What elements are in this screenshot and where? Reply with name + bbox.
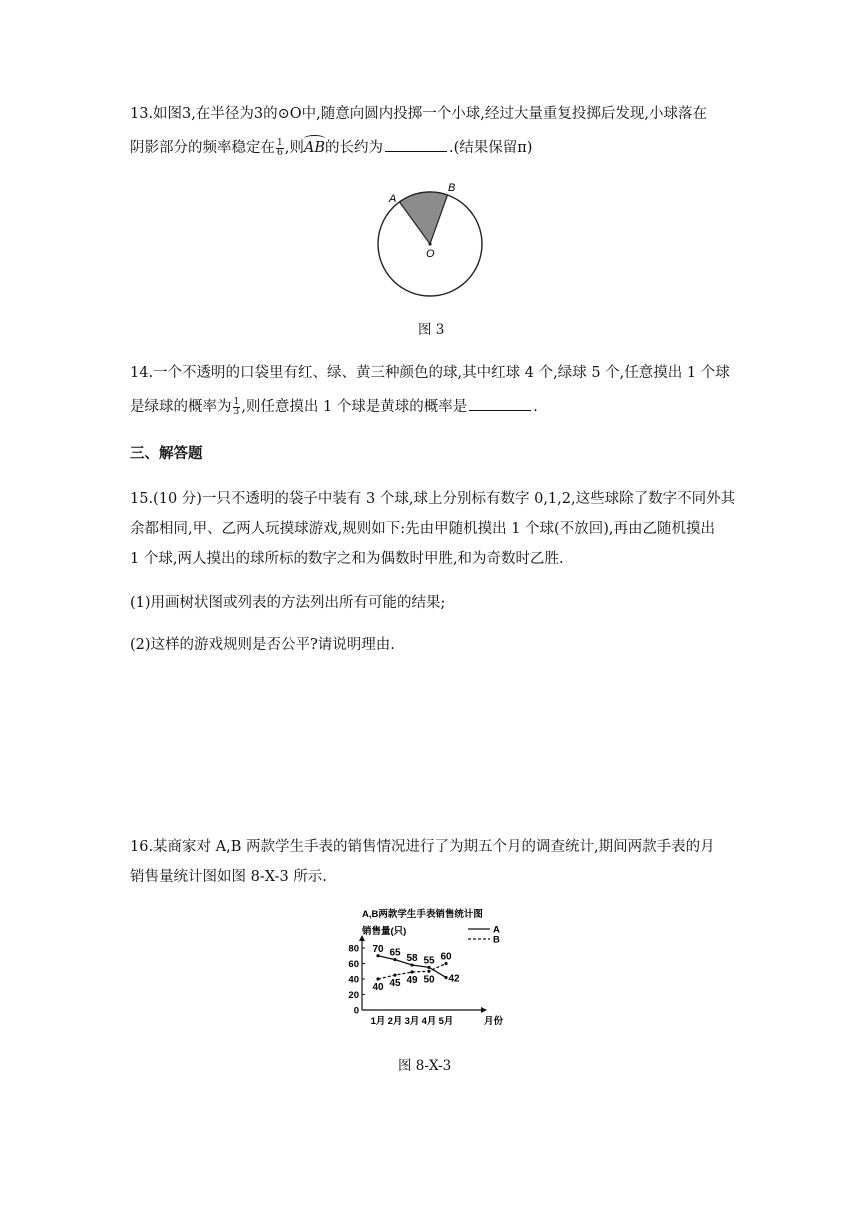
- y-tick-label: 20: [348, 990, 359, 1001]
- q15-line1: 15.(10 分)一只不透明的袋子中装有 3 个球,球上分别标有数字 0,1,2,这些球除了数字不同外其: [130, 491, 736, 507]
- q14-line2-post: ,则任意摸出 1 个球是黄球的概率是: [241, 399, 468, 415]
- data-point-A: [444, 976, 447, 979]
- q14-line2-pre: 是绿球的概率为: [130, 399, 232, 415]
- chart-title: A,B两款学生手表销售统计图: [362, 909, 483, 920]
- q14-line1: 14.一个不透明的口袋里有红、绿、黄三种颜色的球,其中红球 4 个,绿球 5 个,任意摸出 1 个球: [130, 365, 730, 381]
- q13-line2-pre: 阴影部分的频率稳定在: [130, 140, 275, 156]
- q14-answer-blank[interactable]: [469, 398, 531, 411]
- x-tick-label: 4月: [421, 1016, 437, 1027]
- label-b: B: [448, 182, 456, 194]
- sales-line-chart: [338, 906, 518, 1030]
- data-label-A: 70: [372, 943, 384, 955]
- q15-part1: (1)用画树状图或列表的方法列出所有可能的结果;: [130, 595, 446, 611]
- section-heading: 三、解答题: [130, 445, 203, 462]
- x-axis-arrow: [481, 1007, 487, 1013]
- arc-ab-label: AB: [303, 140, 325, 156]
- q14-frac-den: 3: [233, 406, 240, 417]
- q13-frac-num: 1: [277, 137, 283, 148]
- circle-figure: [370, 178, 490, 302]
- x-tick-label: 2月: [387, 1016, 403, 1027]
- data-point-B: [410, 970, 413, 973]
- x-tick-label: 1月: [370, 1016, 386, 1027]
- q15-part2: (2)这样的游戏规则是否公平?请说明理由.: [130, 637, 395, 653]
- q13-fraction: [276, 139, 284, 158]
- chart-xlabel: 月份: [484, 1016, 504, 1027]
- data-point-B: [393, 974, 396, 977]
- label-a: A: [389, 193, 397, 205]
- data-label-A: 65: [389, 947, 401, 959]
- data-label-B: 45: [389, 978, 401, 990]
- q16-line1: 16.某商家对 A,B 两款学生手表的销售情况进行了为期五个月的调查统计,期间两款手表的月: [130, 839, 715, 855]
- q13-frac-den: 6: [277, 147, 283, 158]
- chart-ylabel: 销售量(只): [362, 926, 407, 937]
- data-label-A: 42: [448, 973, 460, 985]
- q13-line2-end: .(结果保留π): [448, 140, 533, 156]
- q14-line2: [130, 397, 538, 417]
- q13-line2-post: 的长约为: [324, 140, 383, 156]
- q15-line3: 1 个球,两人摸出的球所标的数字之和为偶数时甲胜,和为奇数时乙胜.: [130, 551, 564, 567]
- q14-fraction: [233, 398, 241, 417]
- chart-legend: [468, 925, 500, 946]
- q13-line1: 13.如图3,在半径为3的⊙O中,随意向圆内投掷一个小球,经过大量重复投掷后发现,小球落在: [130, 106, 707, 122]
- q16-line2: 销售量统计图如图 8-X-3 所示.: [130, 869, 327, 885]
- legend-label-B: B: [493, 934, 500, 946]
- shaded-sector: [400, 192, 448, 244]
- data-point-B: [376, 977, 379, 980]
- q13-line2-mid: ,则: [284, 140, 304, 156]
- legend-label-A: A: [493, 924, 500, 936]
- data-label-A: 58: [406, 953, 418, 965]
- q14-frac-num: 1: [233, 396, 240, 407]
- x-tick-label: 3月: [404, 1016, 420, 1027]
- data-label-B: 40: [372, 982, 384, 993]
- center-point: [428, 242, 431, 245]
- data-point-B: [427, 970, 430, 973]
- data-label-B: 60: [440, 951, 452, 963]
- y-tick-label: 0: [353, 1005, 359, 1017]
- q15-line2: 余都相同,甲、乙两人玩摸球游戏,规则如下:先由甲随机摸出 1 个球(不放回),再由乙随机摸出: [130, 521, 715, 537]
- chart-plot: [372, 944, 460, 993]
- x-tick-label: 5月: [438, 1016, 454, 1027]
- data-label-B: 49: [406, 975, 418, 987]
- figure-8x3-caption: 图 8-X-3: [398, 1058, 452, 1074]
- data-label-B: 50: [423, 974, 435, 986]
- q13-answer-blank[interactable]: [385, 139, 447, 152]
- figure-3-caption: 图 3: [418, 322, 445, 338]
- y-tick-label: 40: [348, 974, 359, 986]
- data-label-A: 55: [423, 955, 435, 967]
- y-tick-label: 60: [348, 959, 359, 970]
- q14-line2-end: .: [533, 399, 538, 415]
- y-tick-label: 80: [348, 943, 359, 955]
- label-o: O: [426, 248, 435, 260]
- chart-axes: [348, 935, 487, 1027]
- q13-line2: [130, 138, 532, 158]
